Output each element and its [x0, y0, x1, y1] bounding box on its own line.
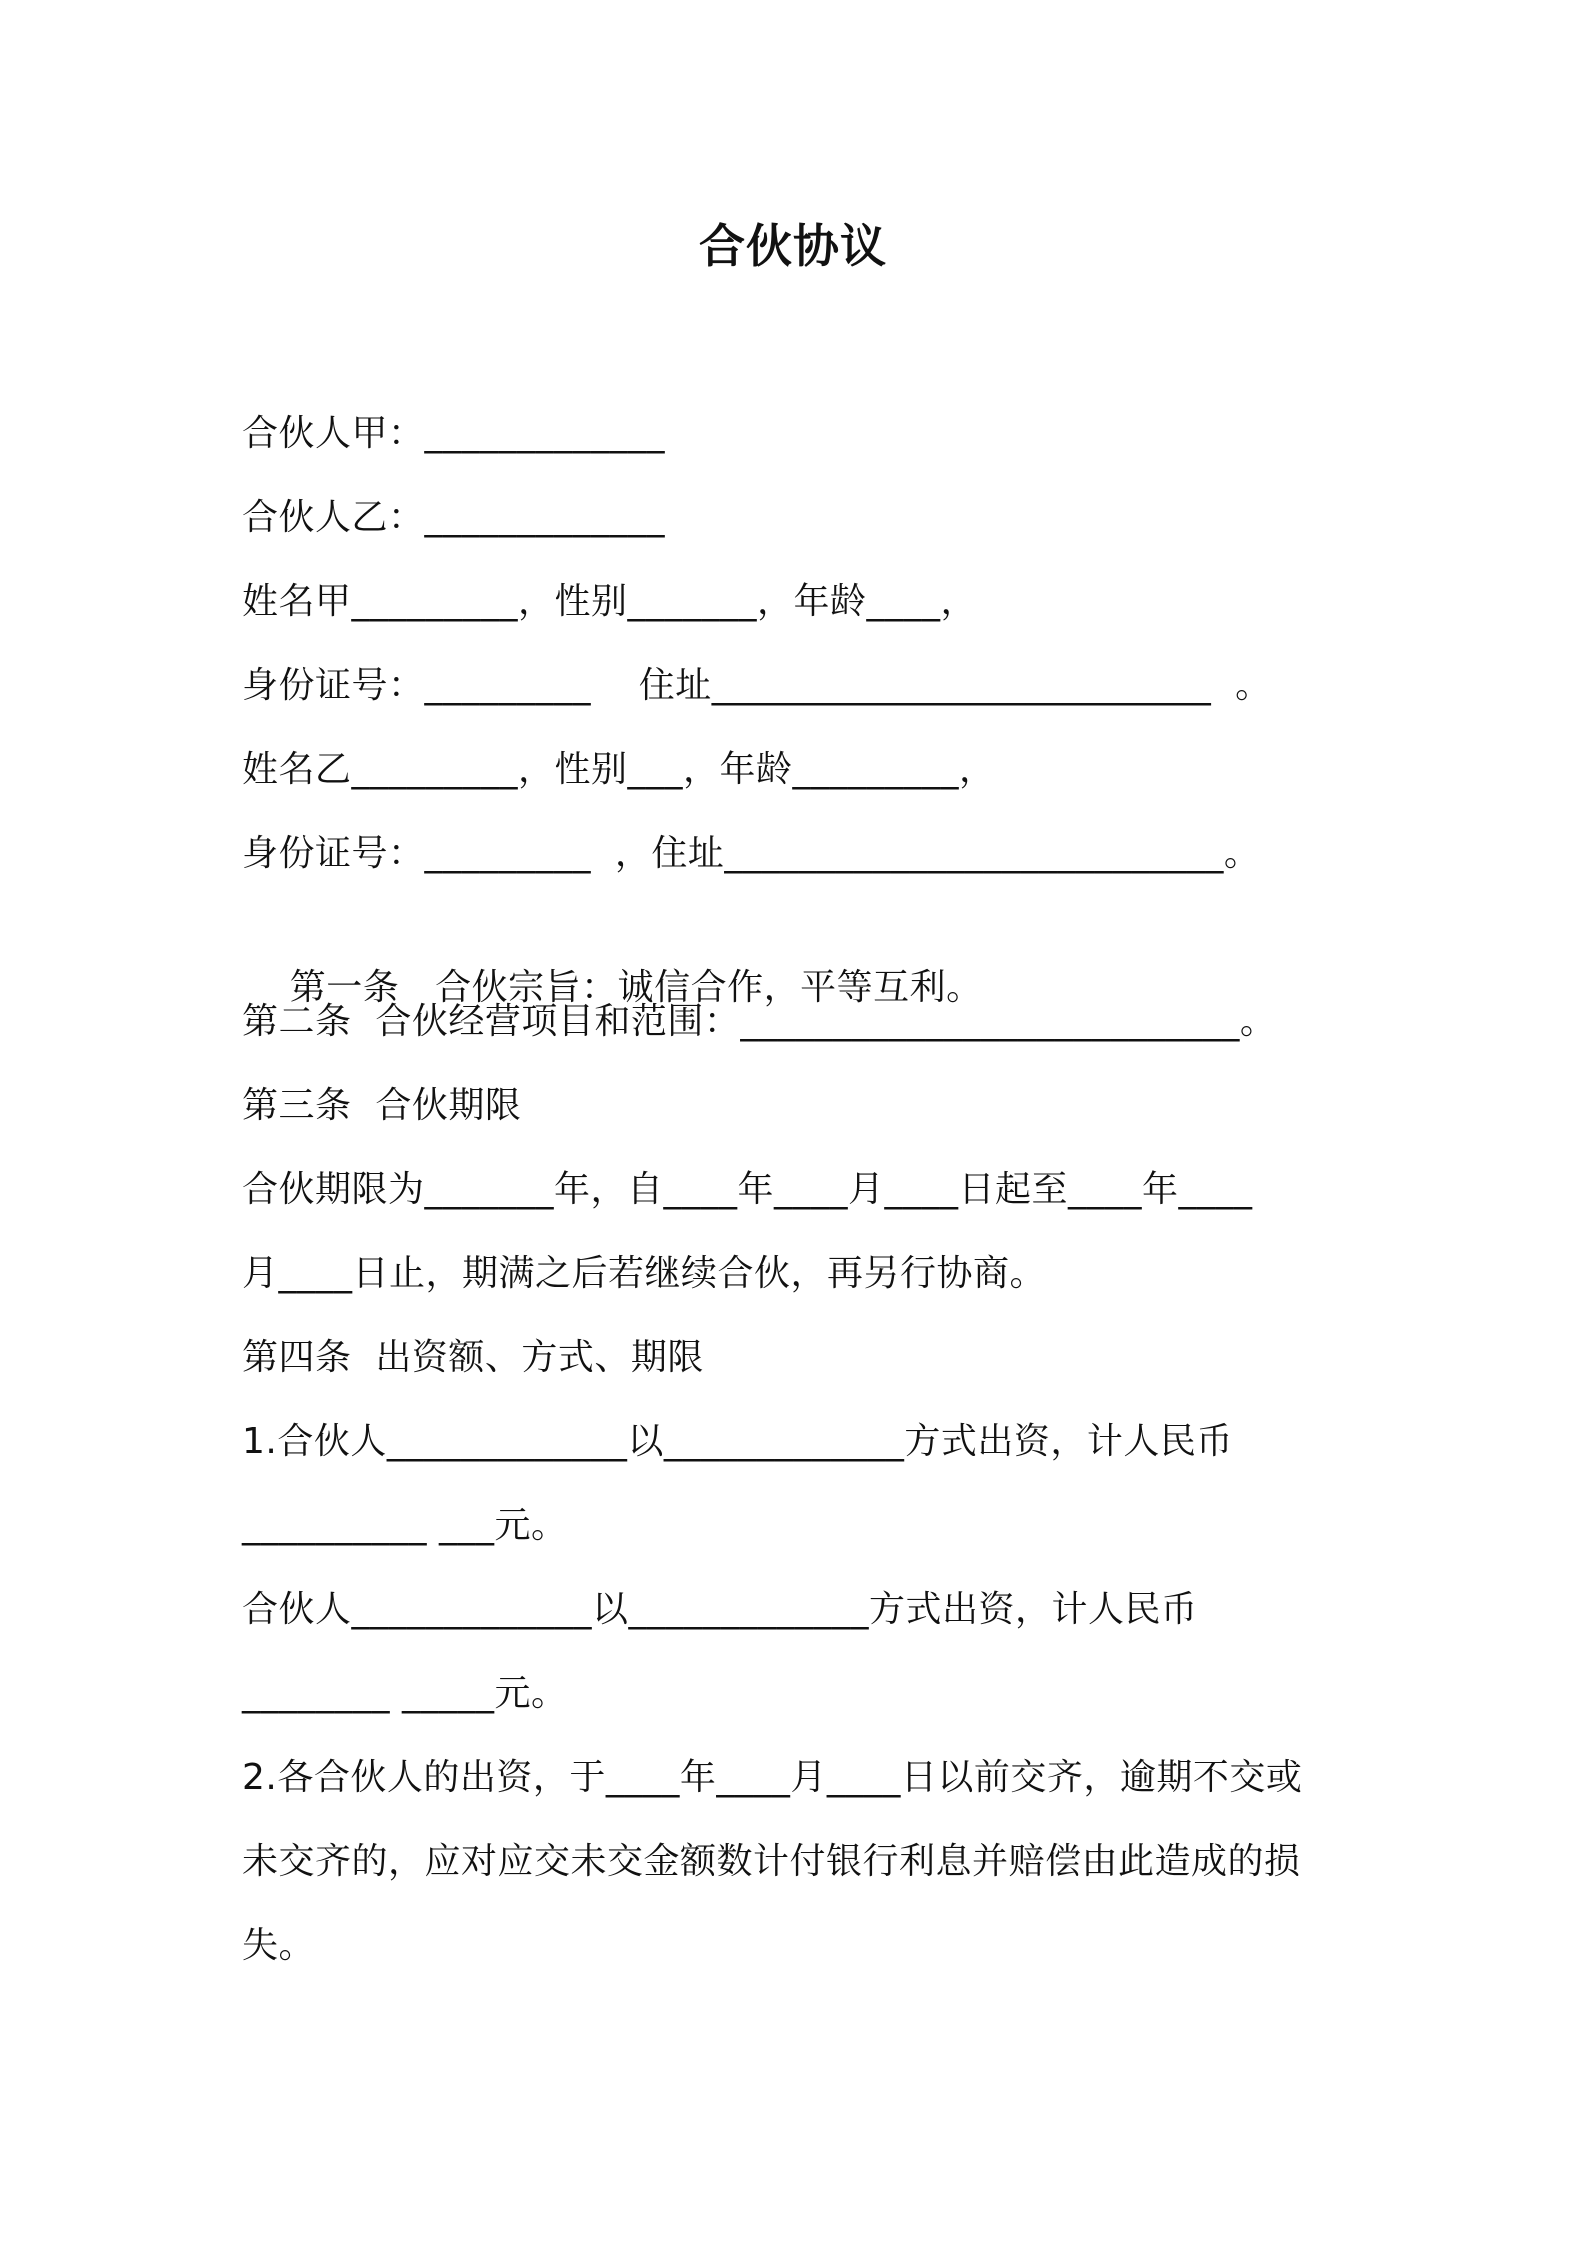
- article-1-label: 第一条: [289, 967, 400, 1008]
- partner-b-line: 合伙人乙：_____________: [242, 497, 666, 538]
- contribution-1-amount: __________ ___元。: [242, 1505, 568, 1546]
- name-a-line: 姓名甲_________，性别_______，年龄____，: [242, 581, 978, 622]
- payment-deadline-line-2: 未交齐的，应对应交未交金额数计付银行利息并赔偿由此造成的损: [242, 1841, 1301, 1882]
- payment-deadline-line-3: 失。: [242, 1925, 316, 1966]
- article-3-heading: 第三条 合伙期限: [242, 1085, 522, 1126]
- contribution-2-amount: ________ _____元。: [242, 1673, 568, 1714]
- term-line-1: 合伙期限为_______年，自____年____月____日起至____年____: [242, 1169, 1253, 1210]
- id-b-line: 身份证号：_________ ，住址___________________________。: [242, 833, 1261, 874]
- article-2-line: 第二条 合伙经营项目和范围：___________________________。: [242, 1001, 1277, 1042]
- partner-a-line: 合伙人甲：_____________: [242, 413, 666, 454]
- article-4-heading: 第四条 出资额、方式、期限: [242, 1337, 704, 1378]
- payment-deadline-line-1: 2.各合伙人的出资，于____年____月____日以前交齐，逾期不交或: [242, 1757, 1303, 1798]
- term-line-2: 月____日止，期满之后若继续合伙，再另行协商。: [242, 1253, 1047, 1294]
- contribution-1-line: 1.合伙人_____________以_____________方式出资，计人民币: [242, 1421, 1233, 1462]
- article-1-text: 合伙宗旨：诚信合作，平等互利。: [435, 967, 983, 1008]
- contribution-2-line: 合伙人_____________以_____________方式出资，计人民币: [242, 1589, 1198, 1630]
- id-a-line: 身份证号：_________ 住址___________________________ 。: [242, 665, 1272, 706]
- name-b-line: 姓名乙_________，性别___，年龄_________，: [242, 749, 996, 790]
- document-title: 合伙协议: [699, 219, 887, 273]
